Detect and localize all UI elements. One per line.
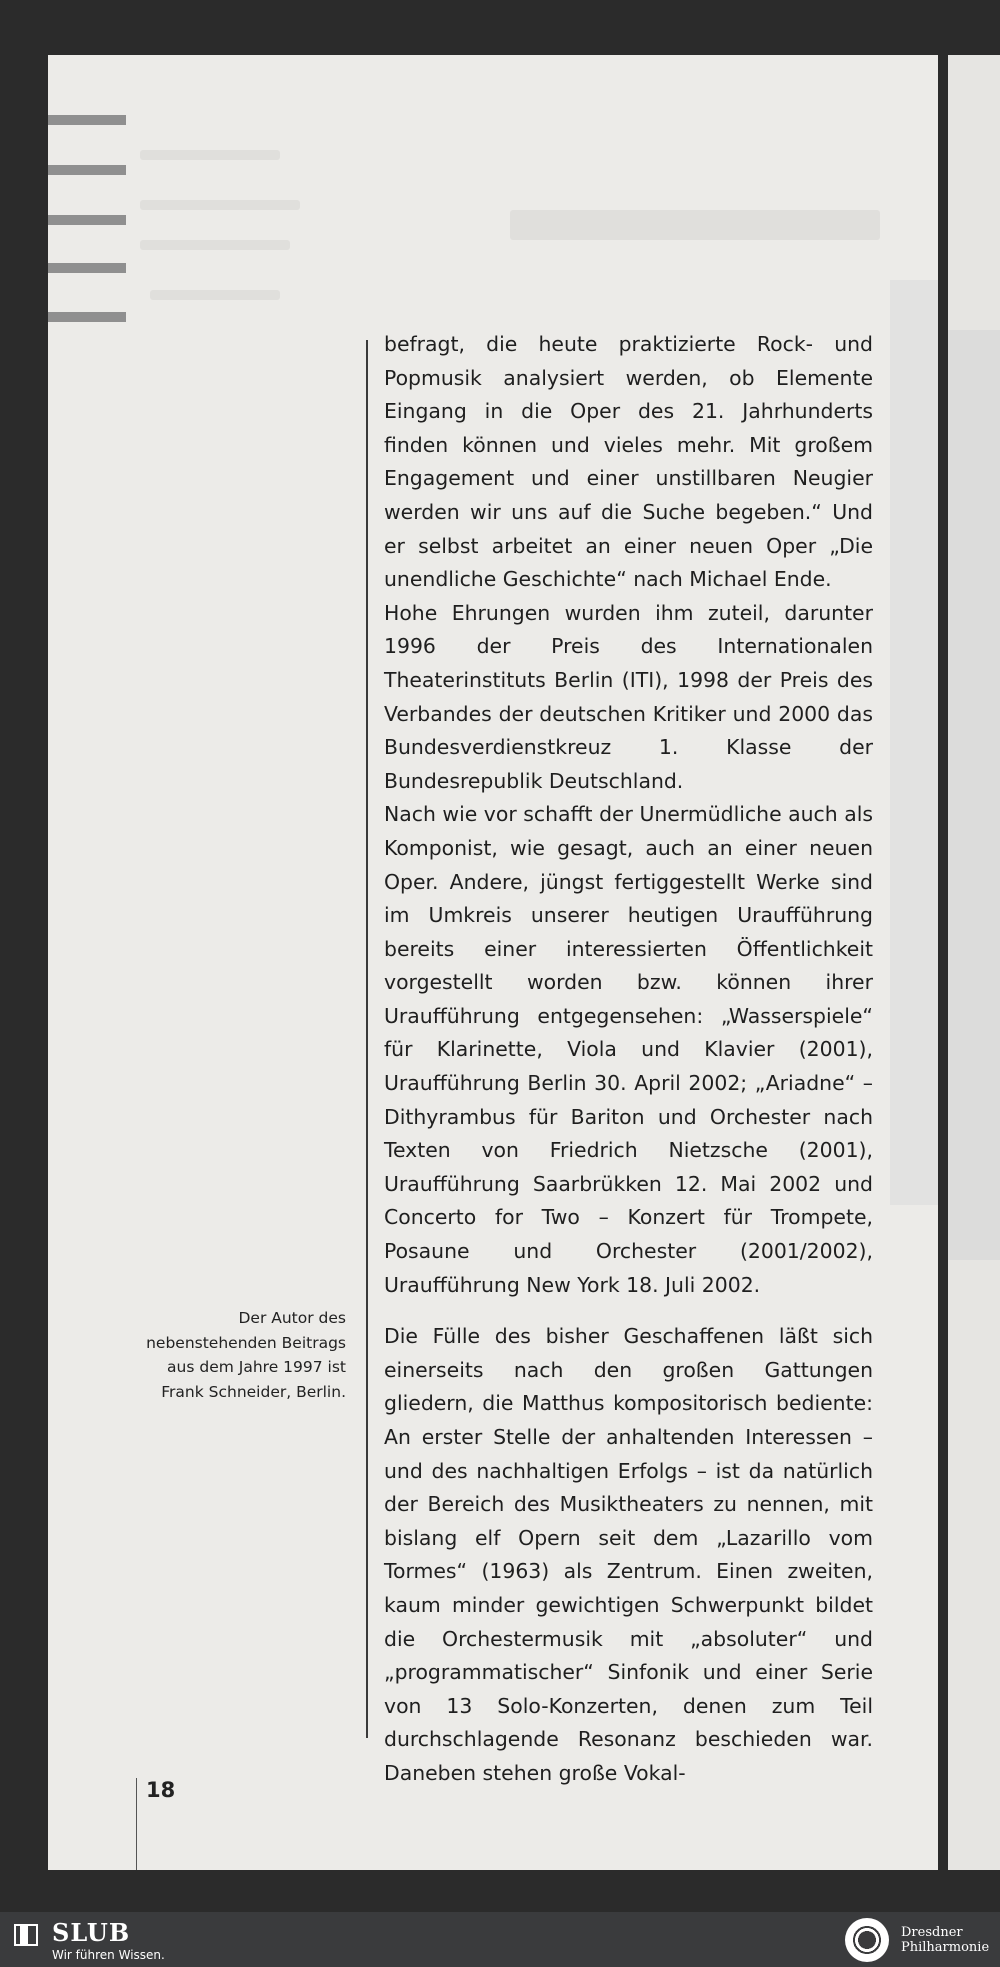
- library-tagline: Wir führen Wissen.: [52, 1948, 165, 1962]
- paragraph: Die Fülle des bisher Geschaffenen läßt sich einerseits nach den großen Gattungen gliedern, die Matthus kompositorisch bediente: An erster Stelle der anhaltenden Interessen – und des nachhaltigen Erfolgs – ist da natürlich der Bereich des Musiktheaters zu nennen, mit bislang elf Opern seit dem „Lazarillo vom Tormes“ (1963) als Zentrum. Einen zweiten, kaum minder gewichtigen Schwerpunkt bildet die Orchestermusik mit „absoluter“ und „programmatischer“ Sinfonik und einer Serie von 13 Solo-Konzerten, denen zum Teil durchschlagende Resonanz beschieden war. Daneben stehen große Vokal-: [384, 1324, 873, 1785]
- column-rule: [366, 340, 368, 1738]
- margin-bar: [48, 115, 126, 125]
- margin-bar: [48, 312, 126, 322]
- philharmonie-logo-icon: [845, 1918, 889, 1962]
- paragraph: Nach wie vor schafft der Unermüdliche auch als Komponist, wie gesagt, auch an einer neuen Oper. Andere, jüngst fertiggestellt Werke sind im Umkreis unserer heutigen Uraufführung bereits einer interessierten Öffentlichkeit vorgestellt worden bzw. können ihrer Uraufführung entgegensehen: „Wasserspiele“ für Klarinette, Viola und Klavier (2001), Uraufführung Berlin 30. April 2002; „Ariadne“ – Dithyrambus für Bariton und Orchester nach Texten von Friedrich Nietzsche (2001), Uraufführung Saarbrükken 12. Mai 2002 und Concerto for Two – Konzert für Trompete, Posaune und Orchester (2001/2002), Uraufführung New York 18. Juli 2002.: [384, 802, 873, 1297]
- show-through-line: [140, 150, 280, 160]
- margin-bar: [48, 215, 126, 225]
- show-through-line: [510, 210, 880, 240]
- library-name: SLUB: [52, 1918, 131, 1947]
- paragraph: befragt, die heute praktizierte Rock- und Popmusik analysiert werden, ob Elemente Eingang in die Oper des 21. Jahrhunderts finden können und vieles mehr. Mit großem Engagement und einer unstillbaren Neugier werden wir uns auf die Suche begeben.“ Und er selbst arbeitet an einer neuen Oper „Die unendliche Geschichte“ nach Michael Ende.: [384, 332, 873, 592]
- next-page-edge: [948, 55, 1000, 1870]
- show-through-line: [140, 240, 290, 250]
- page-shadow: [890, 280, 938, 1205]
- page-number: 18: [146, 1778, 176, 1802]
- library-banner: [0, 1912, 1000, 1967]
- next-page-strip: [948, 330, 1000, 1260]
- folio-rule: [136, 1778, 137, 1870]
- show-through-line: [150, 290, 280, 300]
- show-through-line: [140, 200, 300, 210]
- paragraph: Hohe Ehrungen wurden ihm zuteil, darunter 1996 der Preis des Internationalen Theaterinstituts Berlin (ITI), 1998 der Preis des Verbandes der deutschen Kritiker und 2000 das Bundesverdienstkreuz 1. Klasse der Bundesrepublik Deutschland.: [384, 600, 873, 793]
- author-note: Der Autor des nebenstehenden Beitrags aus dem Jahre 1997 ist Frank Schneider, Berlin.: [146, 1309, 346, 1401]
- partner-name-line2: Philharmonie: [901, 1940, 990, 1955]
- slub-logo-icon: [14, 1924, 38, 1946]
- margin-bar: [48, 263, 126, 273]
- main-text-column: [384, 328, 873, 1791]
- partner-name-line1: Dresdner: [901, 1925, 963, 1940]
- margin-bar: [48, 165, 126, 175]
- partner-name: [901, 1925, 989, 1955]
